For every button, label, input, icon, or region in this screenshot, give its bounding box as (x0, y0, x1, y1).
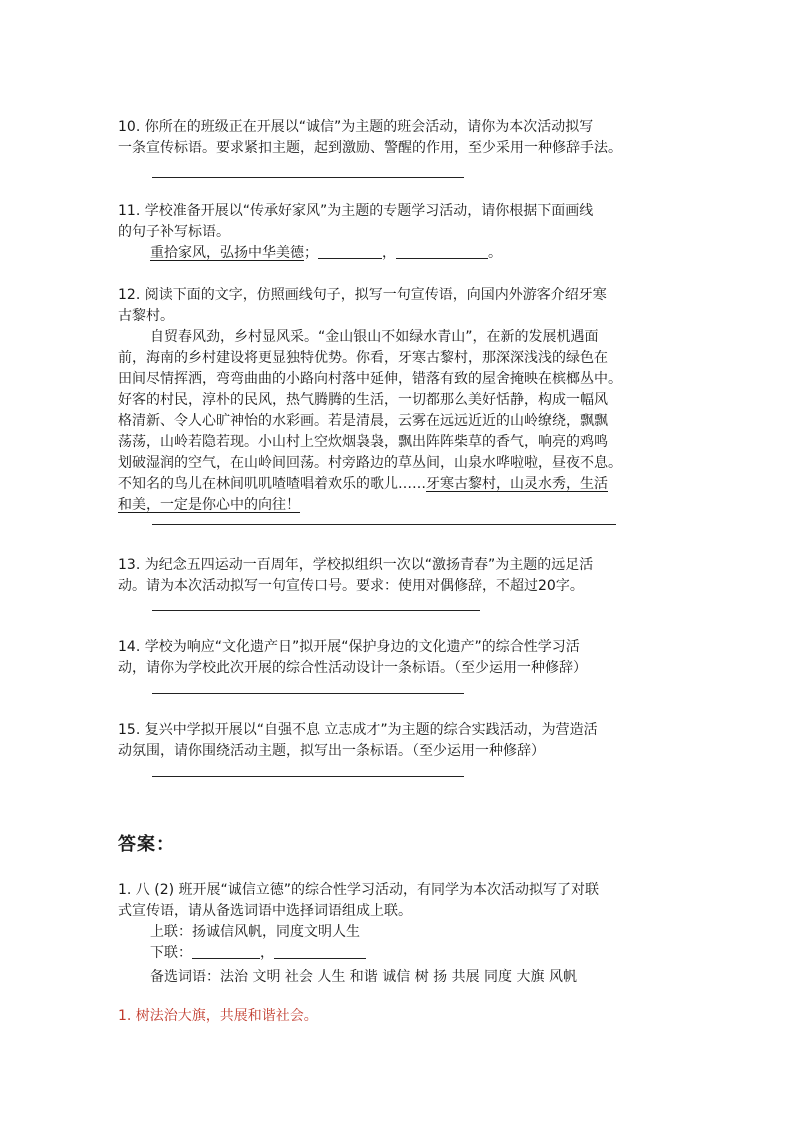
question-11 (118, 201, 683, 264)
question-text: 的句子补写标语。 (118, 224, 230, 240)
passage-line: 田间尽情挥洒，弯弯曲曲的小路向村落中延伸，错落有致的屋舍掩映在槟榔丛中。 (118, 371, 622, 387)
passage-line: 不知名的鸟儿在林间叽叽喳喳唱着欢乐的歌儿……牙寒古黎村，山灵水秀，生活 (118, 476, 608, 492)
underlined-sentence: 重拾家风，弘扬中华美德 (150, 245, 304, 261)
passage-line: 荡荡，山岭若隐若现。小山村上空炊烟袅袅，飘出阵阵柴草的香气，响亮的鸡鸣 (118, 434, 608, 450)
underlined-sentence: 牙寒古黎村，山灵水秀，生活 (426, 476, 608, 492)
question-text: 动氛围，请你围绕活动主题，拟写出一条标语。（至少运用一种修辞） (118, 743, 545, 759)
answer-blank-line[interactable] (152, 776, 464, 777)
question-12 (118, 285, 683, 516)
question-text: 动。请为本次活动拟写一句宣传口号。要求：使用对偶修辞，不超过20字。 (118, 578, 584, 594)
question-text: 古黎村。 (118, 308, 174, 324)
question-10 (118, 117, 683, 159)
question-text: 一条宣传标语。要求紧扣主题，起到激励、警醒的作用，至少采用一种修辞手法。 (118, 140, 622, 156)
passage-line: 好客的村民，淳朴的民风，热气腾腾的生活，一切都那么美好恬静，构成一幅风 (118, 392, 608, 408)
question-15 (118, 720, 683, 762)
question-text: 12. 阅读下面的文字，仿照画线句子，拟写一句宣传语，向国内外游客介绍牙寒 (118, 287, 607, 303)
question-text: 式宣传语，请从备选词语中选择词语组成上联。 (118, 903, 412, 919)
question-text: 11. 学校准备开展以“传承好家风”为主题的专题学习活动，请你根据下面画线 (118, 203, 594, 219)
answer-blank[interactable] (192, 943, 260, 959)
passage-line: 自贸春风劲，乡村显风采。“金山银山不如绿水青山”，在新的发展机遇面 (150, 329, 599, 345)
upper-couplet: 上联：扬诚信风帆，同度文明人生 (150, 924, 360, 940)
question-text: 15. 复兴中学拟开展以“自强不息 立志成才”为主题的综合实践活动，为营造活 (118, 722, 598, 738)
question-text: 10. 你所在的班级正在开展以“诚信”为主题的班会活动，请你为本次活动拟写 (118, 119, 594, 135)
answer-blank-line[interactable] (152, 610, 480, 611)
answers-heading: 答案： (118, 834, 175, 855)
passage-line: 格清新、令人心旷神怡的水彩画。若是清晨，云雾在远远近近的山岭缭绕，飘飘 (118, 413, 608, 429)
answer-section-question-1 (118, 880, 683, 988)
question-text: 13. 为纪念五四运动一百周年，学校拟组织一次以“激扬青春”为主题的远足活 (118, 557, 594, 573)
word-options: 备选词语：法治 文明 社会 人生 和谐 诚信 树 扬 共展 同度 大旗 风帆 (150, 969, 577, 985)
question-13 (118, 555, 683, 597)
answer-blank-line[interactable] (152, 693, 464, 694)
answer-blank[interactable] (274, 943, 366, 959)
question-14 (118, 637, 683, 679)
passage-line: 前，海南的乡村建设将更显独特优势。你看，牙寒古黎村，那深深浅浅的绿色在 (118, 350, 608, 366)
passage-line (118, 495, 683, 516)
answer-text: 1. 树法治大旗，共展和谐社会。 (118, 1008, 318, 1024)
question-text: 动，请你为学校此次开展的综合性活动设计一条标语。（至少运用一种修辞） (118, 660, 587, 676)
question-text: 1. 八 (2) 班开展“诚信立德”的综合性学习活动，有同学为本次活动拟写了对联 (118, 882, 600, 898)
answer-blank-line[interactable] (152, 177, 464, 178)
question-text: 14. 学校为响应“文化遗产日”拟开展“保护身边的文化遗产”的综合性学习活 (118, 639, 580, 655)
answer-blank-line[interactable] (152, 524, 616, 525)
passage-line: 划破湿润的空气，在山岭间回荡。村旁路边的草丛间，山泉水哗啦啦，昼夜不息。 (118, 455, 622, 471)
lower-couplet: 下联： ， (118, 943, 683, 964)
answer-blank[interactable] (318, 243, 382, 259)
answer-blank[interactable] (396, 243, 488, 259)
underlined-sentence: 和美，一定是你心中的向往！ (118, 497, 300, 513)
fill-in-sentence: 重拾家风，弘扬中华美德； ， 。 (150, 245, 502, 261)
